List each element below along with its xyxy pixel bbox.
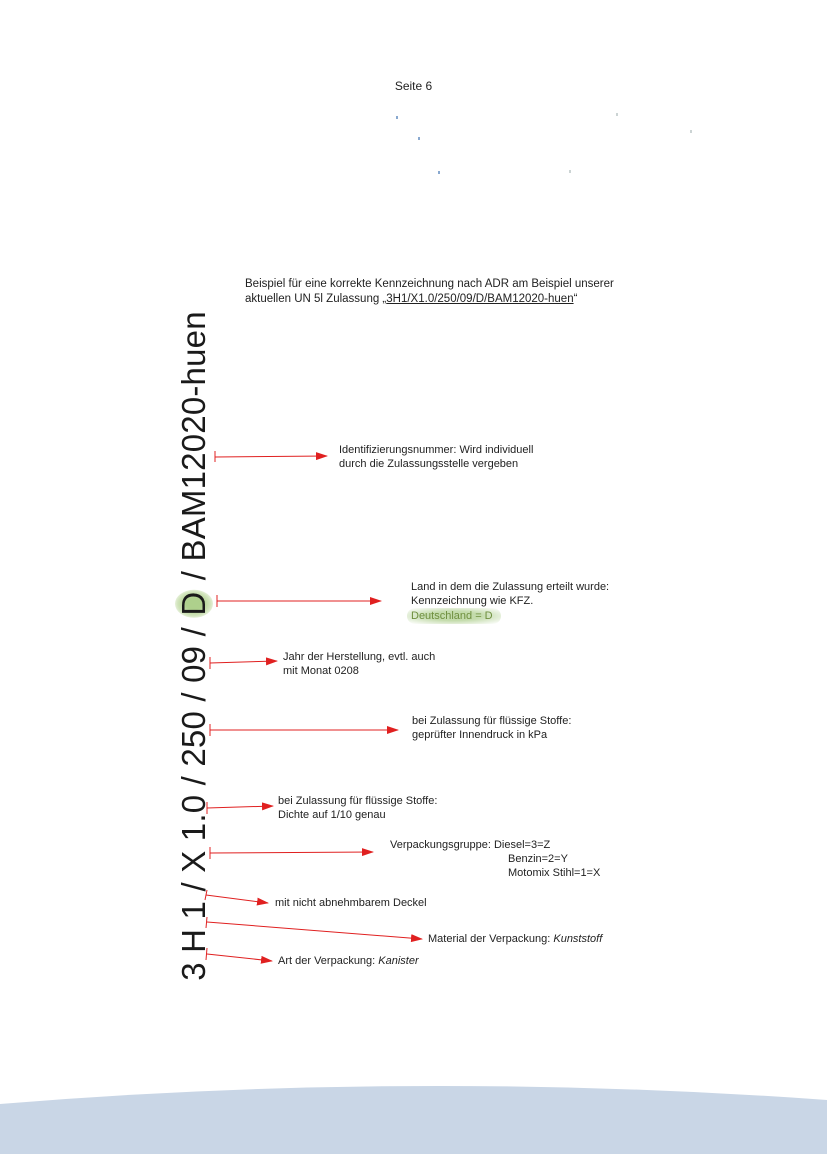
country-example-highlight: Deutschland = D: [407, 608, 501, 624]
intro-suffix: “: [573, 293, 578, 305]
annotation-country: [411, 580, 609, 624]
footer-wave-band: [0, 1080, 827, 1154]
scan-speck: [569, 170, 571, 173]
annotation-line: Kennzeichnung wie KFZ.: [411, 595, 534, 607]
marking-after: / BAM12020-huen: [175, 311, 212, 590]
marking-before: 3 H 1 / X 1.0 / 250 / 09 /: [175, 617, 212, 981]
scan-speck: [438, 171, 440, 174]
annotation-line: Jahr der Herstellung, evtl. auch: [283, 651, 436, 663]
annotation-identification: [339, 443, 533, 471]
packing-group-line: Benzin=2=Y: [508, 853, 568, 865]
annotation-type: [278, 954, 419, 968]
arrow-year: [210, 657, 277, 669]
material-label: Material der Verpackung:: [428, 933, 554, 945]
annotation-material: [428, 932, 602, 946]
annotation-line: Dichte auf 1/10 genau: [278, 809, 386, 821]
arrow-packing-group: [210, 847, 373, 859]
annotation-pressure: [412, 714, 571, 742]
annotation-line: geprüfter Innendruck in kPa: [412, 729, 548, 741]
arrow-pressure: [210, 724, 398, 736]
intro-prefix: aktuellen UN 5l Zulassung „: [245, 293, 387, 305]
arrow-density: [207, 802, 273, 814]
arrow-material: [206, 917, 422, 939]
annotation-line: Land in dem die Zulassung erteilt wurde:: [411, 581, 610, 593]
packing-group-line: Diesel=3=Z: [493, 839, 551, 851]
annotation-density: [278, 794, 437, 822]
approval-code: 3H1/X1.0/250/09/D/BAM12020-huen: [386, 293, 574, 305]
arrow-lid: [205, 890, 268, 903]
annotation-line: mit Monat 0208: [283, 665, 359, 677]
arrow-type: [206, 948, 272, 961]
type-value: Kanister: [378, 955, 419, 967]
scan-speck: [690, 130, 692, 133]
marking-country-highlight: D: [175, 591, 212, 616]
annotation-line: bei Zulassung für flüssige Stoffe:: [278, 795, 438, 807]
material-value: Kunststoff: [553, 933, 603, 945]
annotation-line: bei Zulassung für flüssige Stoffe:: [412, 715, 572, 727]
arrow-identification: [215, 451, 327, 462]
arrow-country: [217, 595, 381, 607]
packing-group-label: Verpackungsgruppe:: [390, 839, 494, 851]
annotation-packing-group: [390, 838, 600, 880]
scan-speck: [616, 113, 618, 116]
page-number: Seite 6: [394, 79, 433, 93]
annotation-line: Identifizierungsnummer: Wird individuell: [339, 444, 534, 456]
type-label: Art der Verpackung:: [278, 955, 379, 967]
scan-speck: [396, 116, 398, 119]
annotation-line: durch die Zulassungsstelle vergeben: [339, 458, 519, 470]
packing-group-line: Motomix Stihl=1=X: [508, 867, 601, 879]
annotation-lid: mit nicht abnehmbarem Deckel: [275, 897, 427, 909]
intro-line-1: Beispiel für eine korrekte Kennzeichnung nach ADR am Beispiel unserer: [245, 278, 614, 290]
annotation-year: [283, 650, 435, 678]
scan-speck: [418, 137, 420, 140]
